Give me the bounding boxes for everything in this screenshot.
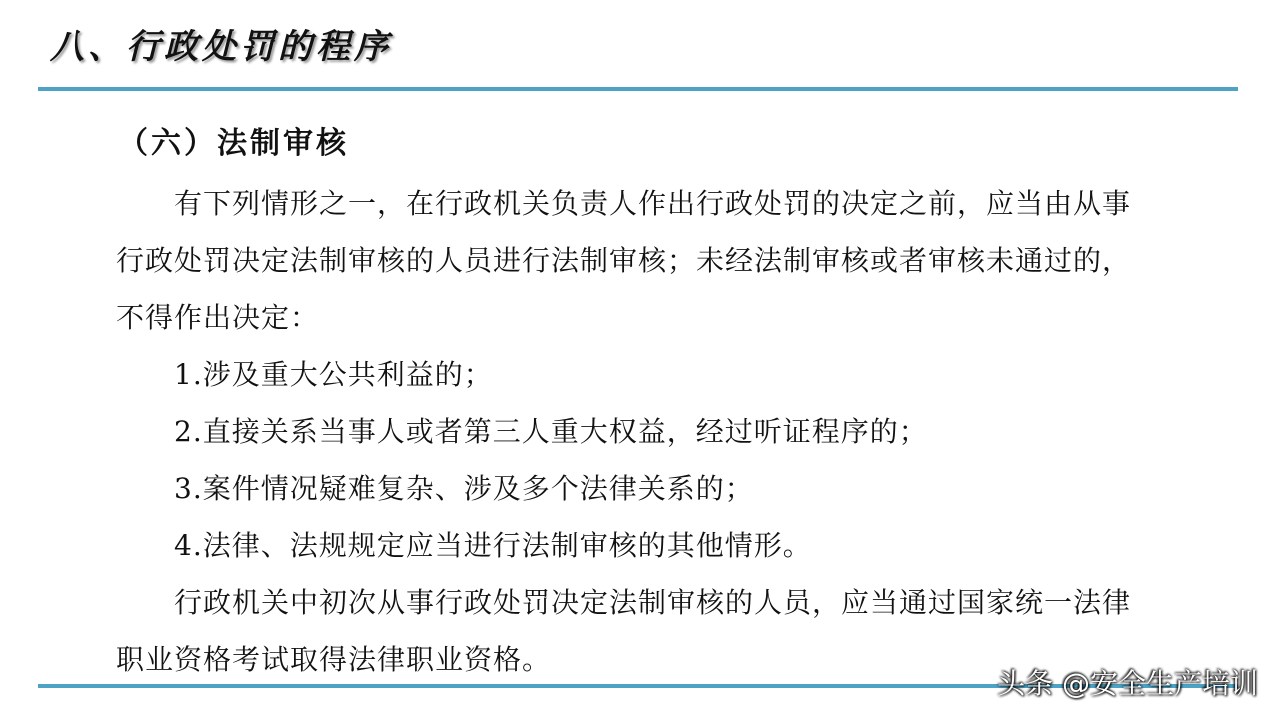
slide-body [116, 175, 1146, 688]
list-item: 2.直接关系当事人或者第三人重大权益，经过听证程序的； [174, 415, 928, 448]
closing-paragraph: 行政机关中初次从事行政处罚决定法制审核的人员，应当通过国家统一法律职业资格考试取得法律职业资格。 [116, 586, 1132, 676]
list-item: 1.涉及重大公共利益的； [174, 358, 493, 391]
list-item: 4.法律、法规规定应当进行法制审核的其他情形。 [174, 529, 812, 562]
top-divider [38, 87, 1238, 91]
intro-paragraph: 有下列情形之一，在行政机关负责人作出行政处罚的决定之前，应当由从事行政处罚决定法制审核的人员进行法制审核；未经法制审核或者审核未通过的，不得作出决定： [116, 187, 1132, 334]
watermark: 头条 @安全生产培训 [997, 667, 1258, 700]
section-subtitle: （六）法制审核 [118, 126, 349, 161]
list-item: 3.案件情况疑难复杂、涉及多个法律关系的； [174, 472, 754, 505]
slide-title: 八、行政处罚的程序 [50, 27, 392, 67]
